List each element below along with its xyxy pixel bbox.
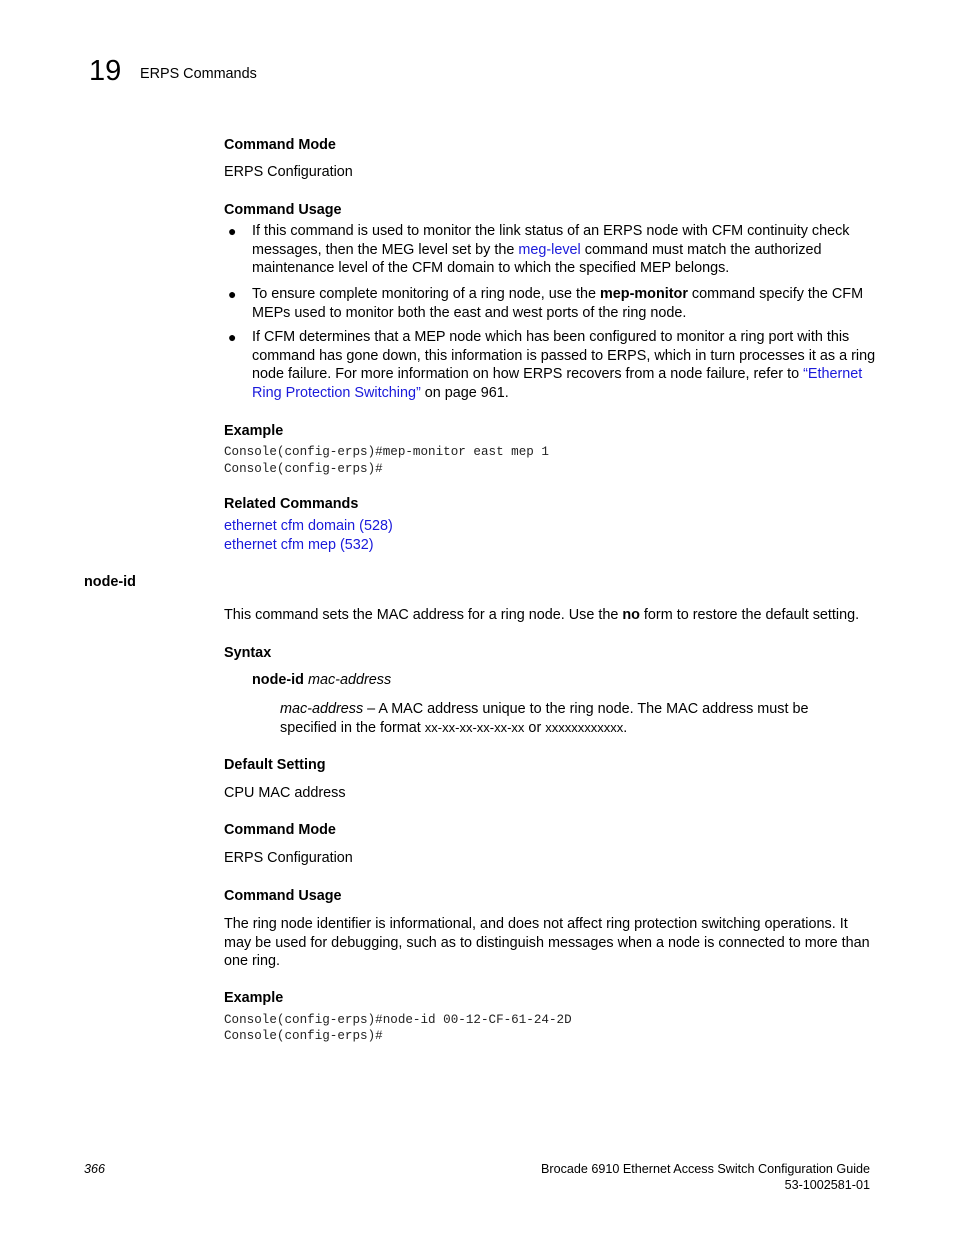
related-link-cfm-domain[interactable]: ethernet cfm domain (528) (224, 518, 393, 534)
parameter-description: mac-address – A MAC address unique to the ring node. The MAC address must be specified in the format xx-xx-xx-xx-xx-xx or xxxxxxxxxxxx. (280, 701, 809, 736)
default-setting-text: CPU MAC address (224, 785, 346, 801)
chapter-number: 19 (89, 55, 122, 87)
command-mode-heading: Command Mode (224, 137, 336, 153)
command-usage-heading: Command Usage (224, 202, 342, 218)
command-description: This command sets the MAC address for a ring node. Use the no form to restore the default setting. (224, 607, 860, 623)
example-code-line: Console(config-erps)#node-id 00-12-CF-61-24-2D (224, 1013, 572, 1027)
command-mode-heading: Command Mode (224, 822, 336, 838)
bullet-icon: ● (228, 286, 237, 302)
usage-bullet-2: ● To ensure complete monitoring of a ring node, use the mep-monitor command specify the CFM MEPs used to monitor both the east and west ports of the ring node. (228, 286, 864, 321)
example-heading: Example (224, 990, 284, 1006)
erps-section-link[interactable]: “Ethernet Ring Protection Switching” (252, 366, 863, 401)
usage-bullet-3: ● If CFM determines that a MEP node which has been configured to monitor a ring port with this command has gone down, this information is passed to ERPS, which in turn processes it as a ring node failure. For more information on how ERPS recovers from a node failure, refer to “Ethernet Ring Protection Switching” on page 961. (228, 329, 876, 401)
command-usage-text: The ring node identifier is informational, and does not affect ring protection switching operations. It may be used for debugging, such as to distinguish messages when a node is connected to more than one ring. (224, 916, 870, 970)
page-number: 366 (84, 1162, 106, 1176)
example-code-line: Console(config-erps)#mep-monitor east mep 1 (224, 445, 549, 459)
command-mode-text: ERPS Configuration (224, 164, 353, 180)
command-title: node-id (84, 574, 136, 590)
syntax-line: node-id mac-address (252, 672, 392, 688)
command-usage-heading: Command Usage (224, 888, 342, 904)
example-code-line: Console(config-erps)# (224, 1029, 383, 1043)
book-title: Brocade 6910 Ethernet Access Switch Configuration Guide (540, 1162, 870, 1176)
syntax-heading: Syntax (224, 645, 272, 661)
example-heading: Example (224, 423, 284, 439)
bullet-icon: ● (228, 223, 237, 239)
document-number: 53-1002581-01 (784, 1178, 870, 1192)
usage-bullet-1: ● If this command is used to monitor the link status of an ERPS node with CFM continuity check messages, then the MEG level set by the meg-level command must match the authorized maintenance level of the CFM domain to which the specified MEP belongs. (228, 223, 850, 277)
meg-level-link[interactable]: meg-level (518, 241, 581, 258)
related-commands-heading: Related Commands (224, 496, 359, 512)
default-setting-heading: Default Setting (224, 757, 326, 773)
chapter-title: ERPS Commands (140, 66, 257, 82)
command-mode-text: ERPS Configuration (224, 850, 353, 866)
example-code-line: Console(config-erps)# (224, 462, 383, 476)
bullet-icon: ● (228, 329, 237, 345)
related-link-cfm-mep[interactable]: ethernet cfm mep (532) (224, 537, 374, 553)
